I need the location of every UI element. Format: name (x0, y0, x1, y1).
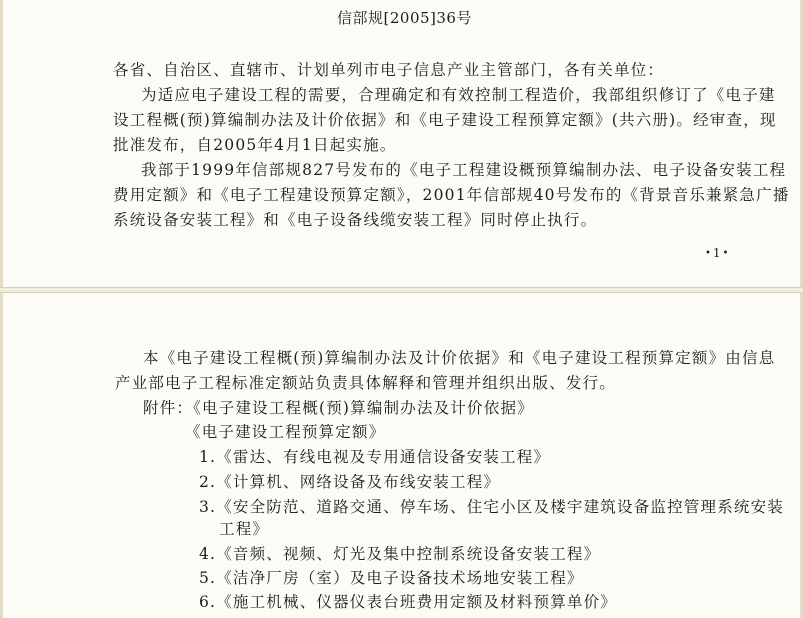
attachments-line (143, 396, 534, 418)
paragraph-1-line-3: 批准发布，自2005年4月1日起实施。 (113, 136, 397, 154)
volume-item: 3.《安全防范、道路交通、停车场、住宅小区及楼宇建筑设备监控管理系统安装 (199, 498, 785, 516)
salutation: 各省、自治区、直辖市、计划单列市电子信息产业主管部门，各有关单位： (113, 61, 665, 79)
volume-item: 1.《雷达、有线电视及专用通信设备安装工程》 (199, 448, 551, 466)
paragraph-2-line-2: 费用定额》和《电子工程建设预算定额》，2001年信部规40号发布的《背景音乐兼紧急广播 (113, 186, 790, 204)
paragraph-2-line-3: 系统设备安装工程》和《电子设备线缆安装工程》同时停止执行。 (113, 211, 598, 229)
page2-paragraph-line-2: 产业部电子工程标准定额站负责具体解释和管理并组织出版、发行。 (115, 374, 617, 392)
volume-item: 2.《计算机、网络设备及布线安装工程》 (199, 473, 501, 491)
paragraph-1-line-2: 设工程概(预)算编制办法及计价依据》和《电子建设工程预算定额》(共六册)。经审查，现 (113, 111, 777, 129)
attachments-label: 附件： (143, 399, 194, 417)
document-page-2 (0, 293, 803, 618)
attachment-quota: 《电子建设工程预算定额》 (185, 423, 386, 441)
volume-item: 5.《洁净厂房（室）及电子设备技术场地安装工程》 (199, 569, 584, 587)
volume-item: 4.《音频、视频、灯光及集中控制系统设备安装工程》 (199, 545, 601, 563)
paragraph-1-line-1: 为适应电子建设工程的需要，合理确定和有效控制工程造价，我部组织修订了《电子建 (141, 86, 776, 104)
document-number: 信部规[2005]36号 (337, 9, 472, 27)
page-number: •1• (705, 246, 731, 260)
page2-paragraph-line-1: 本《电子建设工程概(预)算编制办法及计价依据》和《电子建设工程预算定额》由信息 (143, 349, 776, 367)
paragraph-2-line-1: 我部于1999年信部规827号发布的《电子工程建设概预算编制办法、电子设备安装工程 (141, 161, 787, 179)
attachment-main: 《电子建设工程概(预)算编制办法及计价依据》 (193, 399, 534, 417)
document-page-1 (0, 0, 803, 287)
volume-item-continuation: 工程》 (219, 520, 270, 538)
volume-item: 6.《施工机械、仪器仪表台班费用定额及材料预算单价》 (199, 593, 618, 611)
